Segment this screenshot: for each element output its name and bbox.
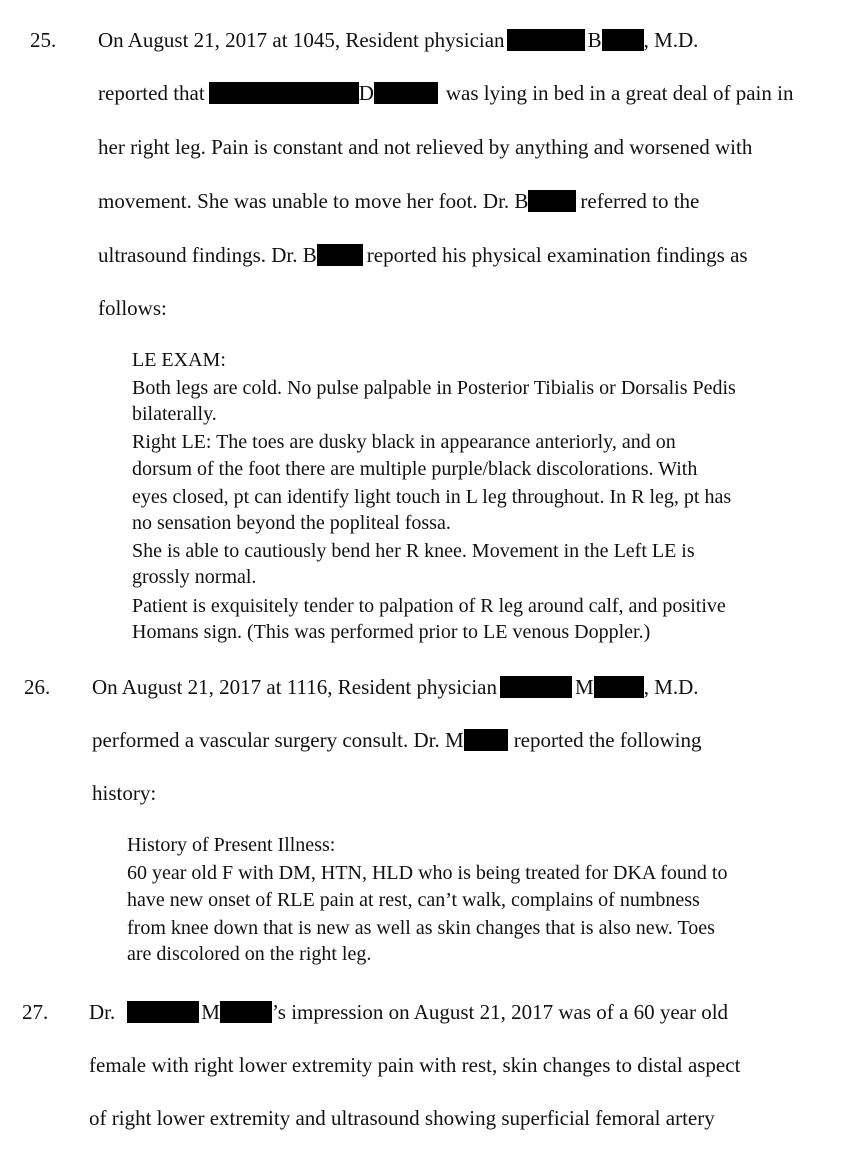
- text-segment: , M.D.: [643, 675, 699, 699]
- text-segment: ultrasound findings. Dr. B: [98, 243, 317, 267]
- quote-line: She is able to cautiously bend her R knee. Movement in the Left LE is: [132, 540, 695, 562]
- redaction-block: [594, 676, 644, 698]
- quote-line: LE EXAM:: [132, 349, 226, 371]
- quote-line: eyes closed, pt can identify light touch in L leg throughout. In R leg, pt has: [132, 486, 732, 508]
- paragraph-line: [98, 81, 793, 105]
- quote-line: Both legs are cold. No pulse palpable in Posterior Tibialis or Dorsalis Pedis: [132, 377, 736, 399]
- paragraph-line: [98, 135, 752, 159]
- redaction-block: [507, 29, 585, 51]
- text-segment: of right lower extremity and ultrasound showing superficial femoral artery: [89, 1106, 715, 1130]
- text-segment: reported that: [98, 81, 205, 105]
- quote-line: no sensation beyond the popliteal fossa.: [132, 512, 451, 534]
- redaction-block: [528, 190, 576, 212]
- text-segment: M: [575, 675, 594, 699]
- paragraph-line: [98, 296, 167, 320]
- quote-line: Homans sign. (This was performed prior to LE venous Doppler.): [132, 621, 651, 643]
- text-segment: D: [358, 81, 374, 105]
- text-segment: follows:: [98, 296, 167, 320]
- text-segment: movement. She was unable to move her foot. Dr. B: [98, 189, 529, 213]
- text-segment: performed a vascular surgery consult. Dr. M: [92, 728, 464, 752]
- quote-line: are discolored on the right leg.: [127, 943, 372, 965]
- text-segment: ’s impression on August 21, 2017 was of a 60 year old: [271, 1000, 729, 1024]
- text-segment: reported his physical examination findings as: [366, 243, 748, 267]
- redaction-block: [220, 1001, 272, 1023]
- paragraph-line: [89, 1000, 728, 1024]
- text-segment: female with right lower extremity pain with rest, skin changes to distal aspect: [89, 1053, 741, 1077]
- redaction-block: [127, 1001, 199, 1023]
- redaction-block: [602, 29, 644, 51]
- paragraph-number: 26.: [24, 675, 51, 699]
- paragraph-line: [98, 28, 698, 52]
- quote-line: have new onset of RLE pain at rest, can’t walk, complains of numbness: [127, 889, 700, 911]
- paragraph-line: [89, 1053, 740, 1077]
- text-segment: M: [201, 1000, 220, 1024]
- text-segment: her right leg. Pain is constant and not relieved by anything and worsened with: [98, 135, 753, 159]
- paragraph-line: [92, 781, 156, 805]
- quote-line: from knee down that is new as well as skin changes that is also new. Toes: [127, 917, 715, 939]
- text-segment: On August 21, 2017 at 1116, Resident physician: [92, 675, 497, 699]
- text-segment: On August 21, 2017 at 1045, Resident physician: [98, 28, 505, 52]
- quote-line: grossly normal.: [132, 566, 257, 588]
- quote-line: History of Present Illness:: [127, 834, 336, 856]
- quote-line: 60 year old F with DM, HTN, HLD who is being treated for DKA found to: [127, 862, 728, 884]
- paragraph-line: [92, 675, 699, 699]
- paragraph-number: 25.: [30, 28, 57, 52]
- text-segment: history:: [92, 781, 157, 805]
- redaction-block: [500, 676, 572, 698]
- paragraph-line: [98, 243, 748, 267]
- redaction-block: [317, 244, 363, 266]
- paragraph-line: [98, 189, 699, 213]
- quote-line: dorsum of the foot there are multiple purple/black discolorations. With: [132, 458, 698, 480]
- text-segment: B: [587, 28, 602, 52]
- redaction-block: [209, 82, 359, 104]
- quote-line: bilaterally.: [132, 403, 217, 425]
- text-segment: reported the following: [513, 728, 702, 752]
- quote-line: Patient is exquisitely tender to palpation of R leg around calf, and positive: [132, 595, 726, 617]
- text-segment: , M.D.: [643, 28, 699, 52]
- paragraph-number: 27.: [22, 1000, 49, 1024]
- text-segment: referred to the: [580, 189, 700, 213]
- paragraph-line: [89, 1106, 715, 1130]
- redaction-block: [374, 82, 438, 104]
- redaction-block: [464, 729, 508, 751]
- text-segment: was lying in bed in a great deal of pain in: [445, 81, 794, 105]
- quote-line: Right LE: The toes are dusky black in appearance anteriorly, and on: [132, 431, 676, 453]
- paragraph-line: [92, 728, 701, 752]
- text-segment: Dr.: [89, 1000, 116, 1024]
